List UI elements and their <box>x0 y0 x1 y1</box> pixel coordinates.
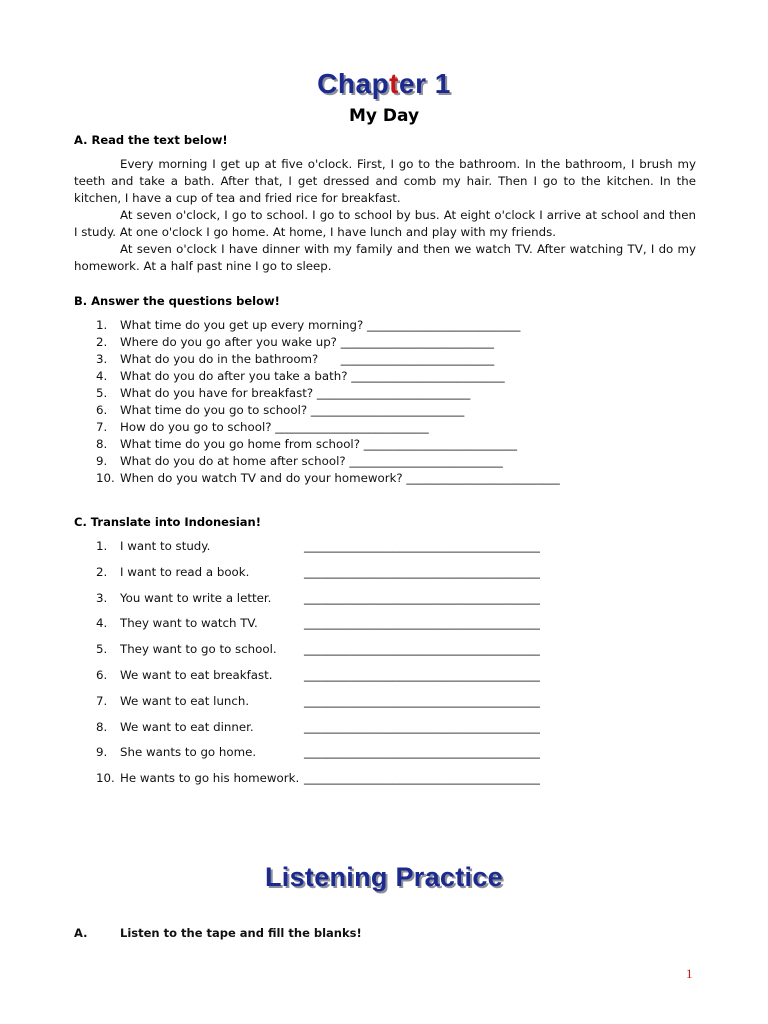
question-text: Where do you go after you wake up? __________________________ <box>120 335 495 349</box>
translation-number: 8. <box>96 719 108 734</box>
translation-item <box>96 744 540 770</box>
translation-sentence: She wants to go home. <box>120 745 257 760</box>
question-text: When do you watch TV and do your homework? __________________________ <box>120 471 560 485</box>
translation-number: 5. <box>96 642 108 657</box>
question-text: What do you have for breakfast? __________________________ <box>120 386 471 400</box>
question-text: What time do you get up every morning? __________________________ <box>120 318 521 332</box>
question-number: 9. <box>96 454 108 468</box>
translation-item <box>96 770 540 796</box>
answer-line: ________________________________________ <box>304 745 540 760</box>
question-number: 5. <box>96 386 108 400</box>
translation-sentence: You want to write a letter. <box>120 590 272 605</box>
chapter-title-part1: Chap <box>317 68 390 99</box>
translation-item <box>96 641 540 667</box>
answer-line: ________________________________________ <box>304 667 540 682</box>
answer-line: ________________________________________ <box>304 719 540 734</box>
translation-list <box>96 538 540 796</box>
question-text: What time do you go to school? __________________________ <box>120 403 465 417</box>
question-item <box>96 351 560 368</box>
question-item <box>96 402 560 419</box>
question-item <box>96 385 560 402</box>
translation-sentence: We want to eat dinner. <box>120 719 254 734</box>
translation-number: 7. <box>96 693 108 708</box>
reading-paragraph: At seven o'clock, I go to school. I go to school by bus. At eight o'clock I arrive at school and then I study. At one o'clock I go home. At home, I have lunch and play with my friends. <box>74 208 696 239</box>
translation-item <box>96 615 540 641</box>
translation-sentence: We want to eat lunch. <box>120 693 250 708</box>
translation-item <box>96 667 540 693</box>
listening-practice-title: Listening Practice <box>265 862 503 892</box>
translation-sentence: We want to eat breakfast. <box>120 667 273 682</box>
question-number: 10. <box>96 471 115 485</box>
answer-line: ________________________________________ <box>304 693 540 708</box>
translation-number: 1. <box>96 539 108 553</box>
question-item <box>96 317 560 334</box>
listening-section-a-heading <box>74 926 362 940</box>
question-number: 2. <box>96 335 108 349</box>
section-c-heading: C. Translate into Indonesian! <box>74 515 261 529</box>
section-b-heading: B. Answer the questions below! <box>74 294 280 308</box>
translation-number: 2. <box>96 564 108 579</box>
question-number: 3. <box>96 352 108 366</box>
reading-paragraph: Every morning I get up at five o'clock. First, I go to the bathroom. In the bathroom, I brush my teeth and take a bath. After that, I get dressed and comb my hair. Then I go to the kitchen. In the kitchen, I have a cup of tea and fried rice for breakfast. <box>74 157 696 205</box>
translation-number: 9. <box>96 745 108 760</box>
answer-line: ________________________________________ <box>304 616 540 631</box>
answer-line: ________________________________________ <box>304 771 540 786</box>
translation-sentence: They want to go to school. <box>120 642 277 657</box>
question-number: 8. <box>96 437 108 451</box>
translation-sentence: I want to read a book. <box>120 564 250 579</box>
question-item <box>96 453 560 470</box>
question-number: 7. <box>96 420 108 434</box>
listening-section-letter: A. <box>74 926 88 940</box>
question-text: What do you do after you take a bath? __________________________ <box>120 369 505 383</box>
listening-section-instruction: Listen to the tape and fill the blanks! <box>120 926 362 940</box>
page-number: 1 <box>686 966 693 981</box>
question-text: What do you do in the bathroom? __________________________ <box>120 352 495 366</box>
chapter-subtitle: My Day <box>348 106 420 126</box>
translation-sentence: He wants to go his homework. <box>120 771 300 786</box>
reading-paragraph: At seven o'clock I have dinner with my family and then we watch TV. After watching TV, I do my homework. At a half past nine I go to sleep. <box>74 242 696 273</box>
translation-number: 6. <box>96 667 108 682</box>
translation-sentence: They want to watch TV. <box>120 616 258 631</box>
question-number: 4. <box>96 369 108 383</box>
question-text: What time do you go home from school? __________________________ <box>120 437 518 451</box>
translation-number: 3. <box>96 590 108 605</box>
question-item <box>96 419 560 436</box>
answer-line: ________________________________________ <box>304 539 540 553</box>
chapter-title <box>0 68 768 100</box>
translation-item <box>96 590 540 616</box>
translation-number: 4. <box>96 616 108 631</box>
reading-text <box>74 156 696 275</box>
question-item <box>96 334 560 351</box>
translation-sentence: I want to study. <box>120 539 211 553</box>
answer-line: ________________________________________ <box>304 590 540 605</box>
translation-number: 10. <box>96 771 115 786</box>
answer-line: ________________________________________ <box>304 564 540 579</box>
translation-item <box>96 719 540 745</box>
question-number: 6. <box>96 403 108 417</box>
question-item <box>96 470 560 487</box>
translation-item <box>96 538 540 564</box>
question-item <box>96 368 560 385</box>
translation-item <box>96 564 540 590</box>
section-a-heading: A. Read the text below! <box>74 133 228 147</box>
answer-line: ________________________________________ <box>304 642 540 657</box>
question-number: 1. <box>96 318 108 332</box>
chapter-title-part3: er 1 <box>399 68 451 99</box>
question-list <box>96 317 560 487</box>
translation-item <box>96 693 540 719</box>
question-item <box>96 436 560 453</box>
question-text: How do you go to school? __________________________ <box>120 420 429 434</box>
chapter-title-accent: t <box>389 68 399 99</box>
question-text: What do you do at home after school? __________________________ <box>120 454 503 468</box>
